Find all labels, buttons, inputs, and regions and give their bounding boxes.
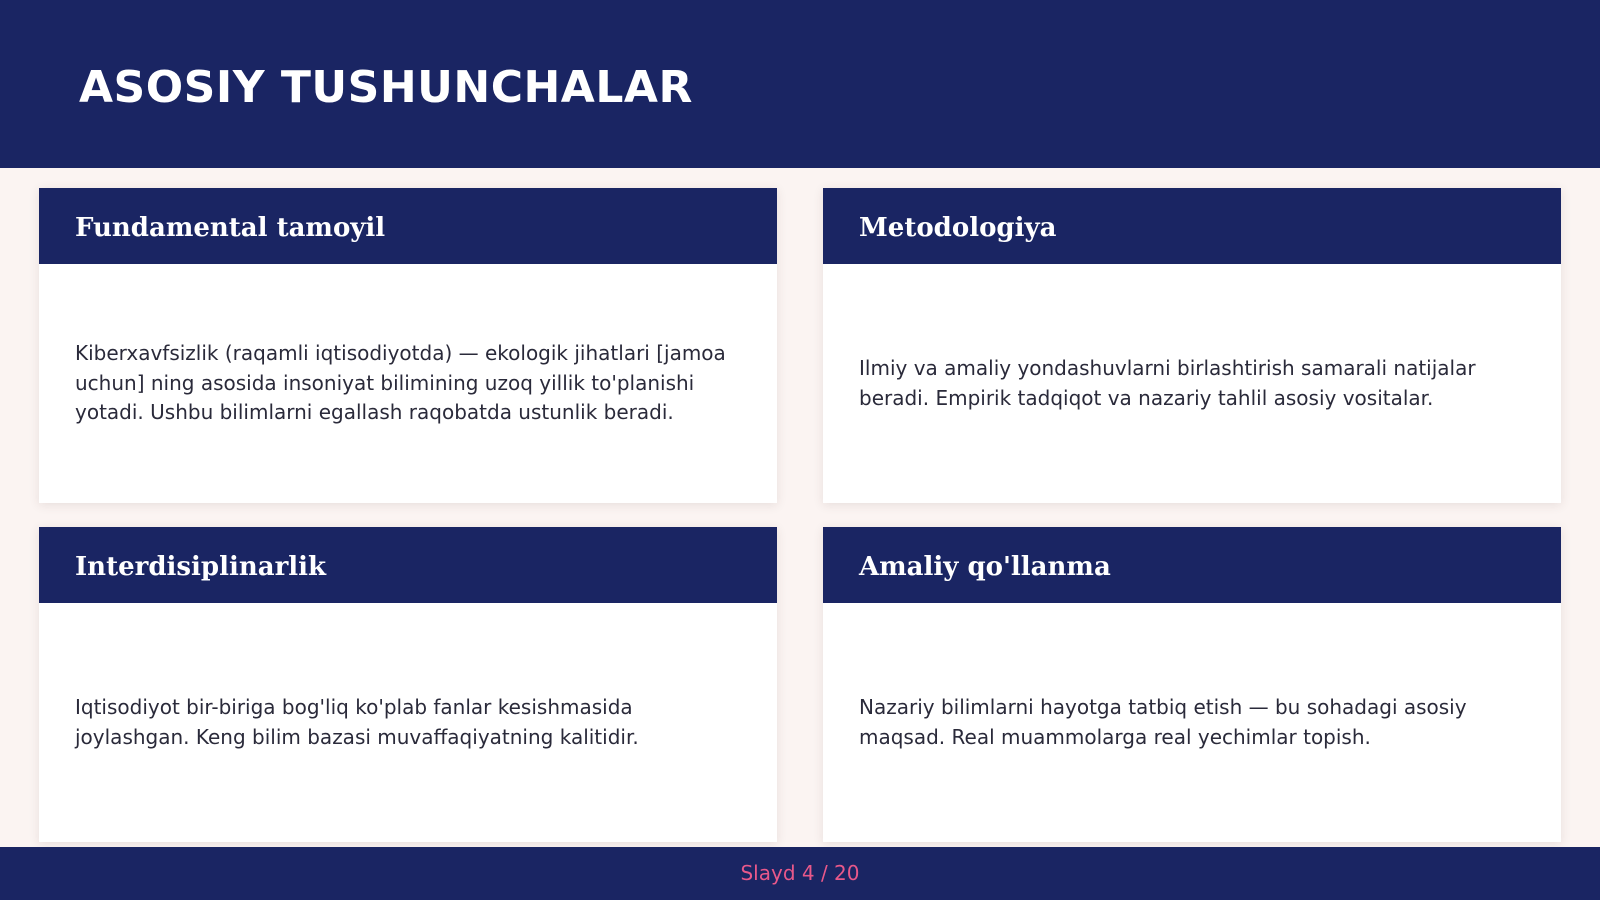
slide-counter: Slayd 4 / 20: [740, 861, 860, 885]
card-body: [75, 264, 727, 503]
card-title: Fundamental tamoyil: [75, 213, 386, 243]
card-header: [823, 527, 1561, 603]
card-body: [859, 603, 1511, 842]
card-body: [859, 264, 1511, 503]
slide-footer: [0, 847, 1600, 900]
card-text: Nazariy bilimlarni hayotga tatbiq etish — bu sohadagi asosiy maqsad. Real muammolarga real yechimlar topish.: [859, 695, 1467, 749]
card-title: Interdisiplinarlik: [75, 552, 327, 582]
card-fundamental-tamoyil: [39, 188, 777, 503]
card-header: [39, 527, 777, 603]
page-title: ASOSIY TUSHUNCHALAR: [79, 62, 693, 113]
card-body: [75, 603, 727, 842]
slide-header: [0, 0, 1600, 168]
card-amaliy-qollanma: [823, 527, 1561, 842]
card-text: Iqtisodiyot bir-biriga bog'liq ko'plab fanlar kesishmasida joylashgan. Keng bilim bazasi muvaffaqiyatning kalitidir.: [75, 695, 639, 749]
card-header: [823, 188, 1561, 264]
card-header: [39, 188, 777, 264]
card-metodologiya: [823, 188, 1561, 503]
card-title: Amaliy qo'llanma: [859, 552, 1111, 582]
card-interdisiplinarlik: [39, 527, 777, 842]
card-title: Metodologiya: [859, 213, 1057, 243]
card-text: Kiberxavfsizlik (raqamli iqtisodiyotda) — ekologik jihatlari [jamoa uchun] ning asosida insoniyat bilimining uzoq yillik to'planishi yotadi. Ushbu bilimlarni egallash raqobatda ustunlik beradi.: [75, 341, 726, 425]
card-text: Ilmiy va amaliy yondashuvlarni birlashtirish samarali natijalar beradi. Empirik tadqiqot va nazariy tahlil asosiy vositalar.: [859, 356, 1476, 410]
